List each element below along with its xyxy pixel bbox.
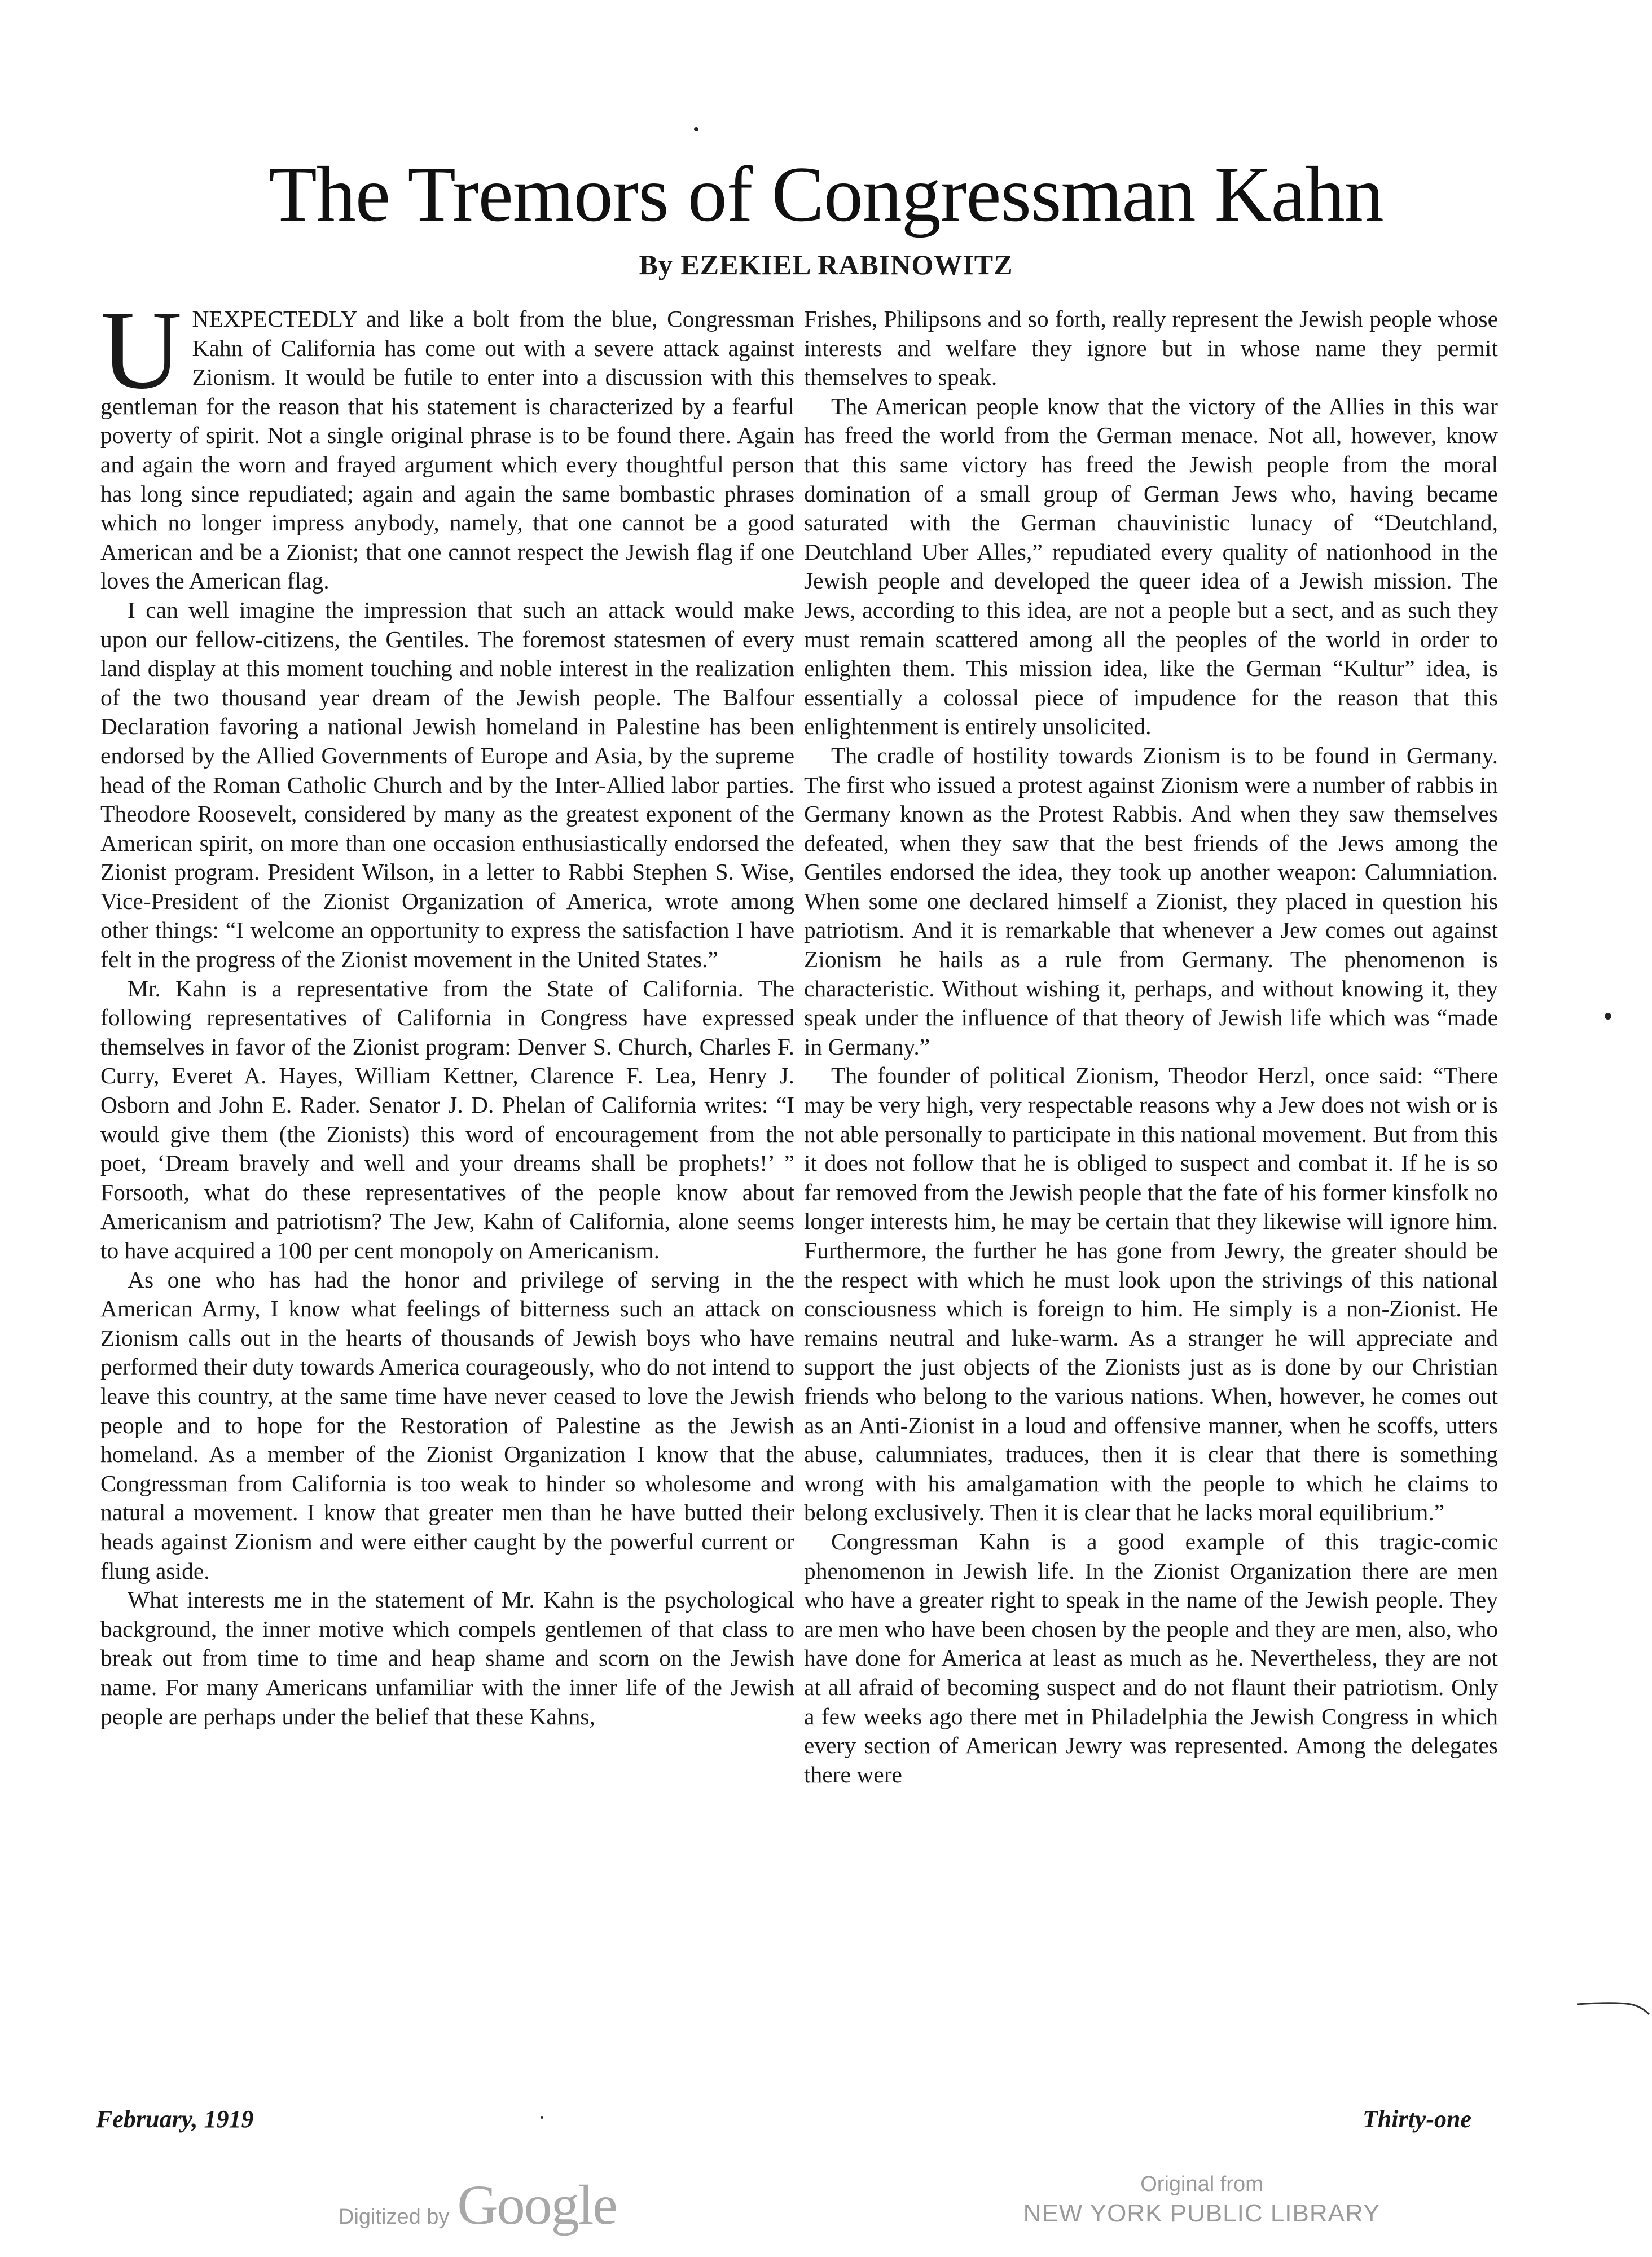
drop-cap: U — [100, 288, 182, 412]
print-speck — [541, 2116, 543, 2119]
left-column — [100, 288, 794, 1731]
digitized-by-watermark — [339, 2172, 617, 2237]
right-column — [804, 305, 1498, 1789]
footer-date: February, 1919 — [96, 2105, 254, 2133]
original-from-watermark — [999, 2170, 1405, 2228]
article-title: The Tremors of Congressman Kahn — [269, 151, 1383, 238]
footer-page-number: Thirty-one — [1362, 2105, 1471, 2133]
paragraph: Congressman Kahn is a good example of this tragic-comic phenomenon in Jewish life. In the Zionist Organization there are men who have a greater right to speak in the name of the Jewish people. They are men who have been chosen by the people and they are men, also, who have done for America at least as much as he. Nevertheless, they are not at all afraid of becoming suspect and do not flaunt their patriotism. Only a few weeks ago there met in Philadelphia the Jewish Congress in which every section of American Jewry was represented. Among the delegates there were — [804, 1528, 1498, 1788]
margin-pen-mark — [1577, 1992, 1650, 2020]
opening-paragraph — [100, 288, 794, 596]
paragraph: What interests me in the statement of Mr. Kahn is the psychological background, the inner motive which compels gentlemen of that class to break out from time to time and heap shame and scorn on the Jewish name. For many Americans unfamiliar with the inner life of the Jewish people are perhaps under the belief that these Kahns, — [100, 1587, 794, 1729]
paragraph: The cradle of hostility towards Zionism is to be found in Germany. The first who issued a protest against Zionism were a number of rabbis in Germany known as the Protest Rabbis. And when they saw themselves defeated, when they saw that the best friends of the Jews among the Gentiles endorsed the idea, they took up another weapon: Calumniation. When some one declared himself a Zionist, they placed in question his patriotism. And it is remarkable that whenever a Jew comes out against Zionism he hails as a rule from Germany. The phenomenon is characteristic. Without wishing it, perhaps, and without knowing it, they speak under the influence of that theory of Jewish life which was “made in Germany.” — [804, 742, 1498, 1060]
google-logo: Google — [457, 2173, 617, 2236]
library-name: NEW YORK PUBLIC LIBRARY — [1023, 2199, 1381, 2227]
print-speck — [1605, 1013, 1611, 1020]
article-byline: By EZEKIEL RABINOWITZ — [639, 249, 1013, 280]
paragraph: I can well imagine the impression that such an attack would make upon our fellow-citizens, the Gentiles. The foremost statesmen of every land display at this moment touching and noble interest in the realization of the two thousand year dream of the Jewish people. The Balfour Declaration favoring a national Jewish homeland in Palestine has been endorsed by the Allied Governments of Europe and Asia, by the supreme head of the Roman Catholic Church and by the Inter-Allied labor parties. Theodore Roosevelt, considered by many as the greatest exponent of the American spirit, on more than one occasion enthusiastically endorsed the Zionist program. President Wilson, in a letter to Rabbi Stephen S. Wise, Vice-President of the Zionist Organization of America, wrote among other things: “I welcome an opportunity to express the satisfaction I have felt in the progress of the Zionist movement in the United States.” — [100, 596, 794, 973]
paragraph: The American people know that the victory of the Allies in this war has freed the world from the German menace. Not all, however, know that this same victory has freed the Jewish people from the moral domination of a small group of German Jews who, having became saturated with the German chauvinistic lunacy of “Deutchland, Deutchland Uber Alles,” repudiated every quality of nationhood in the Jewish people and developed the queer idea of a Jewish mission. The Jews, according to this idea, are not a people but a sect, and as such they must remain scattered among all the peoples of the world in order to enlighten them. This mission idea, like the German “Kultur” idea, is essentially a colossal piece of impudence for the reason that this enlightenment is entirely unsolicited. — [804, 393, 1498, 740]
digitized-by-label: Digitized by — [339, 2205, 450, 2229]
opening-paragraph-text: NEXPECTEDLY and like a bolt from the blue, Congressman Kahn of California has come out with a severe attack against Zionism. It would be futile to enter into a discussion with this gentleman for the reason that his statement is characterized by a fearful poverty of spirit. Not a single original phrase is to be found there. Again and again the worn and frayed argument which every thoughtful person has long since repudiated; again and again the same bombastic phrases which no longer impress anybody, namely, that one cannot be a good American and be a Zionist; that one cannot respect the Jewish flag if one loves the American flag. — [100, 306, 794, 594]
paragraph: Mr. Kahn is a representative from the State of California. The following representatives of California in Congress have expressed themselves in favor of the Zionist program: Denver S. Church, Charles F. Curry, Everet A. Hayes, William Kettner, Clarence F. Lea, Henry J. Osborn and John E. Rader. Senator J. D. Phelan of California writes: “I would give them (the Zionists) this word of encouragement from the poet, ‘Dream bravely and well and your dreams shall be prophets!’ ” Forsooth, what do these representatives of the people know about Americanism and patriotism? The Jew, Kahn of California, alone seems to have acquired a 100 per cent monopoly on Americanism. — [100, 975, 794, 1263]
original-from-label: Original from — [1140, 2172, 1263, 2196]
paragraph: The founder of political Zionism, Theodor Herzl, once said: “There may be very high, very respectable reasons why a Jew does not wish or is not able personally to participate in this national movement. But from this it does not follow that he is obliged to suspect and combat it. If he is so far removed from the Jewish people that the fate of his former kinsfolk no longer interests him, he may be certain that they likewise will ignore him. Furthermore, the further he has gone from Jewry, the greater should be the respect with which he must look upon the strivings of this national consciousness which is foreign to him. He simply is a non-Zionist. He remains neutral and luke-warm. As a stranger he will appreciate and support the just objects of the Zionists just as is done by our Christian friends who belong to the various nations. When, however, he comes out as an Anti-Zionist in a loud and offensive manner, when he scoffs, utters abuse, calumniates, traduces, then it is clear that there is something wrong with his amalgamation with the people to which he claims to belong exclusively. Then it is clear that he lacks moral equilibrium.” — [804, 1062, 1498, 1526]
print-speck — [694, 127, 698, 131]
paragraph: As one who has had the honor and privilege of serving in the American Army, I know what feelings of bitterness such an attack on Zionism calls out in the hearts of thousands of Jewish boys who have performed their duty towards America courageously, who do not intend to leave this country, at the same time have never ceased to love the Jewish people and to hope for the Restoration of Palestine as the Jewish homeland. As a member of the Zionist Organization I know that the Congressman from California is too weak to hinder so wholesome and natural a movement. I know that greater men than he have butted their heads against Zionism and were either caught by the powerful current or flung aside. — [100, 1266, 794, 1584]
paragraph: Frishes, Philipsons and so forth, really represent the Jewish people whose interests and welfare they ignore but in whose name they permit themselves to speak. — [804, 306, 1498, 390]
